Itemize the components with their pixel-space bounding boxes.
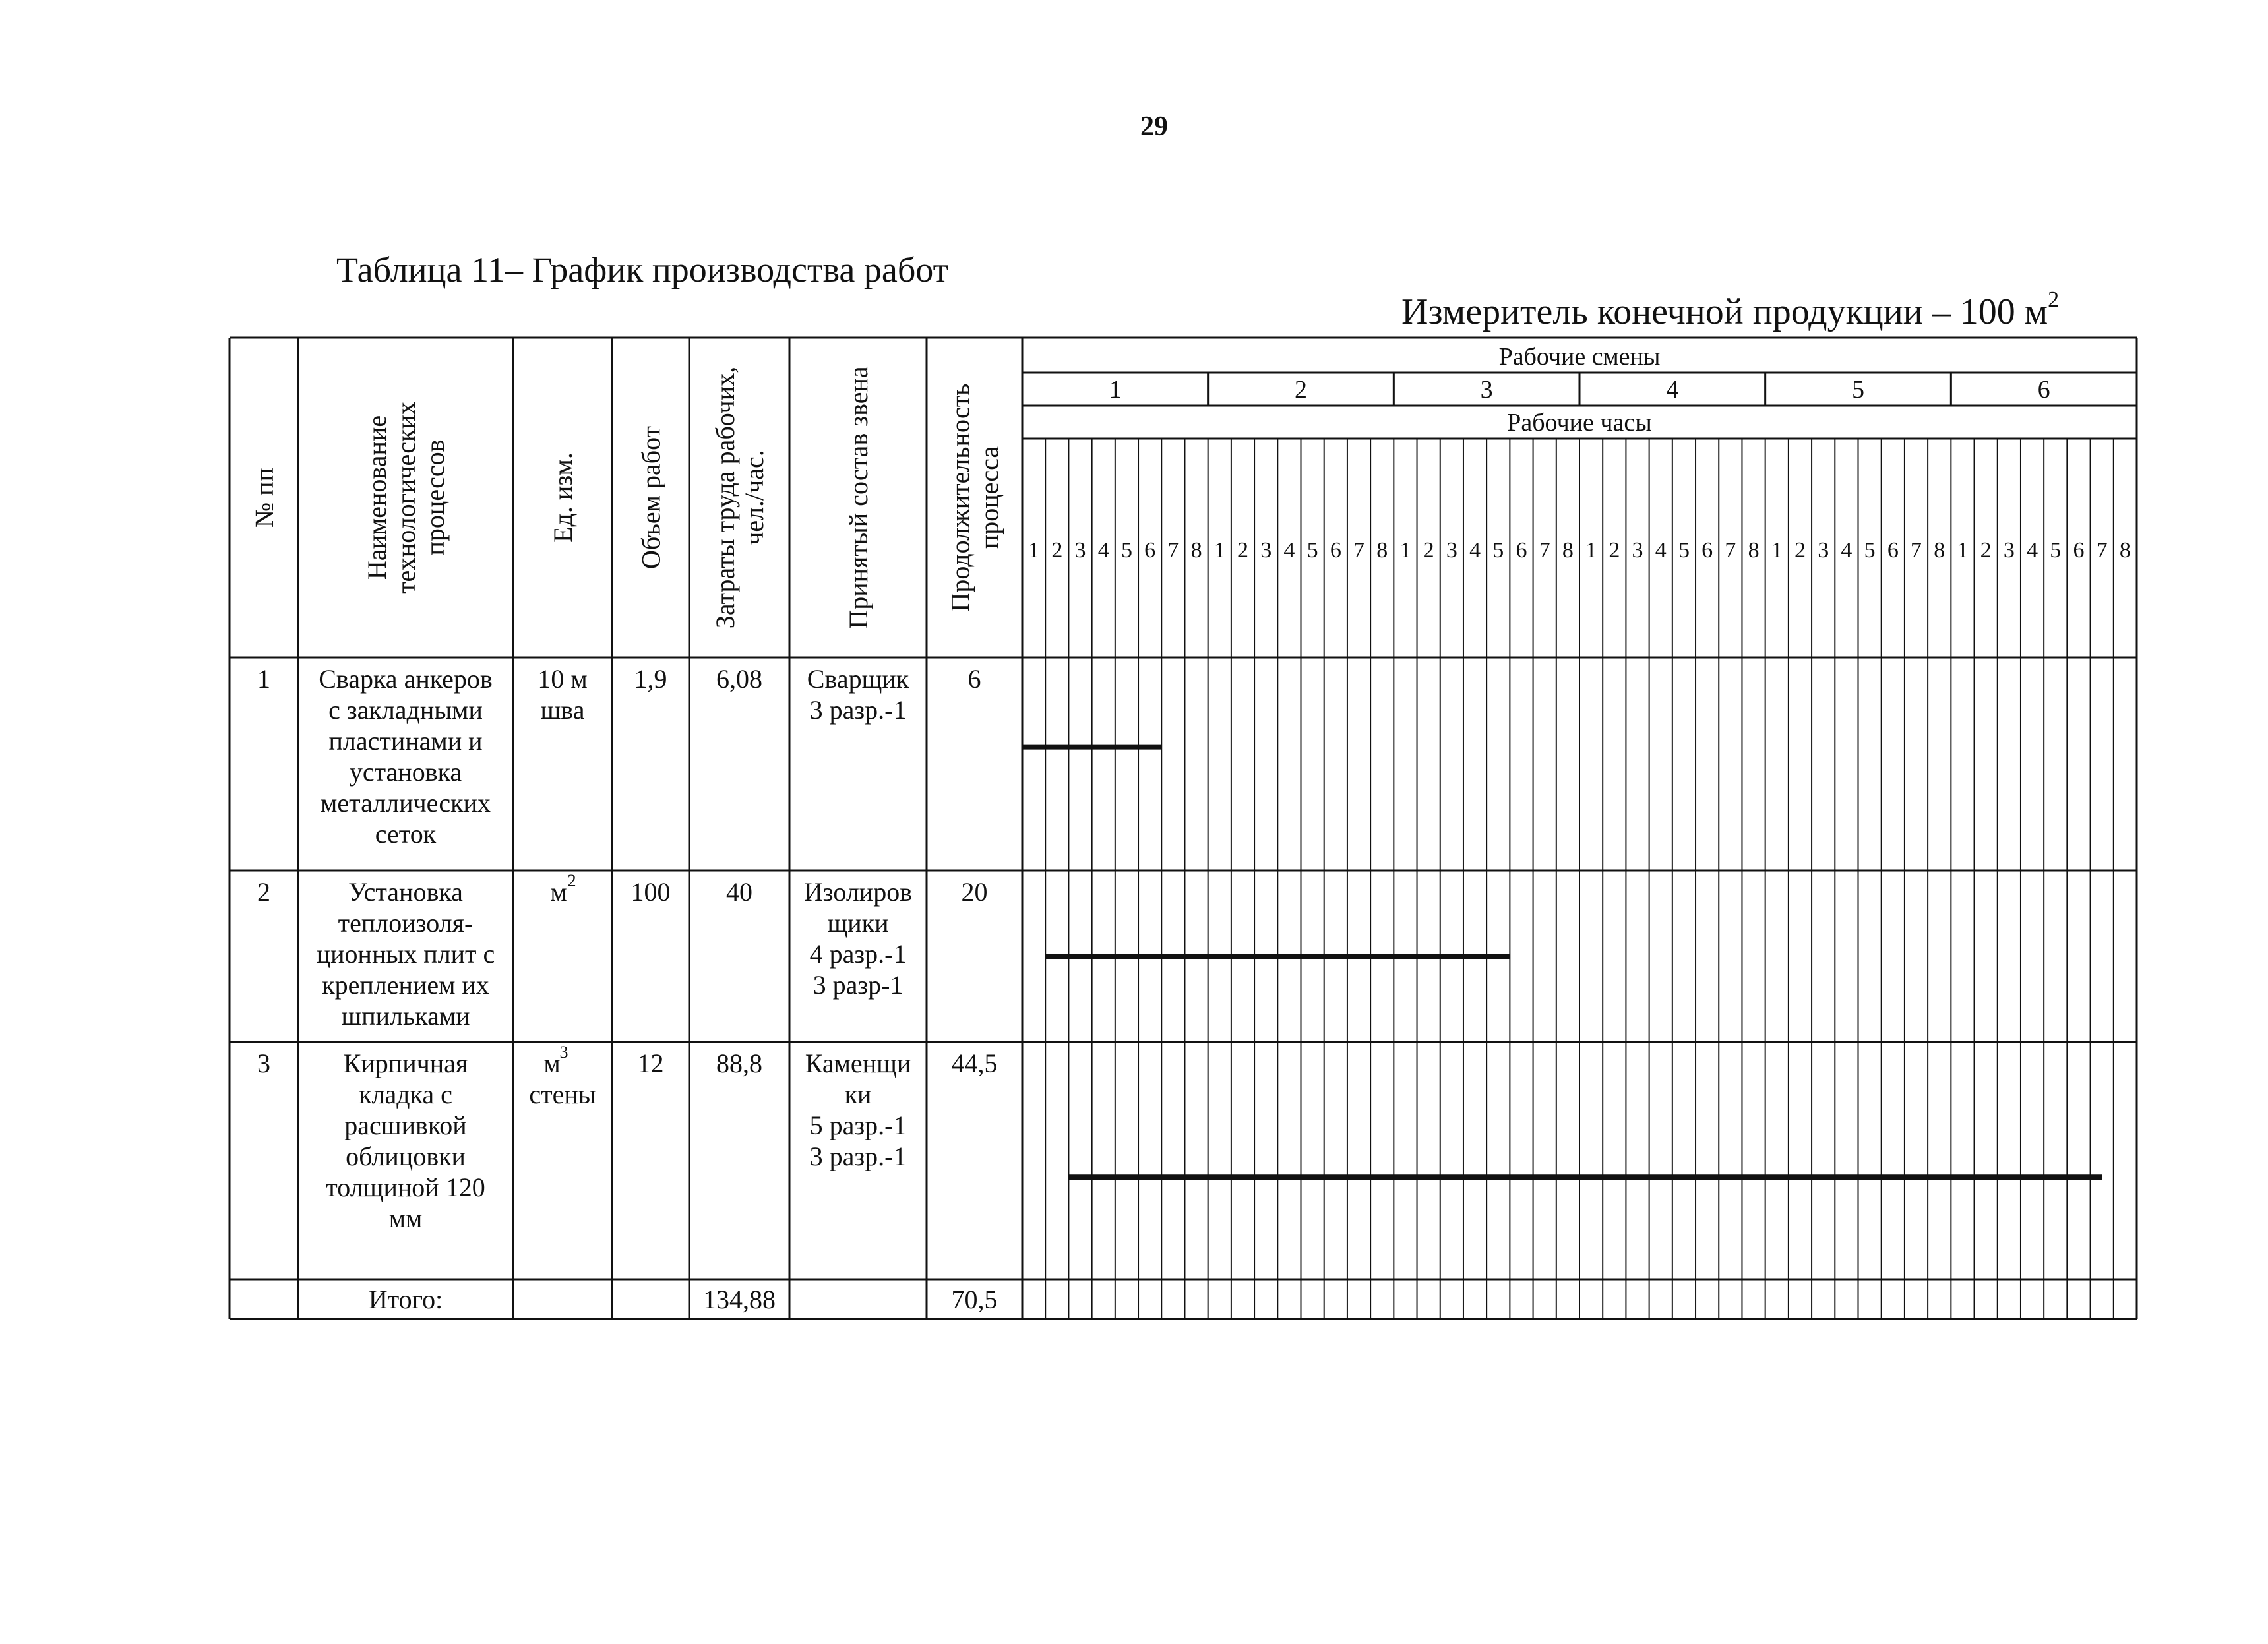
- header-shifts-title: Рабочие смены: [1498, 343, 1661, 371]
- header-unit: Ед. изм.: [548, 452, 578, 543]
- row-duration: 20: [961, 877, 988, 907]
- header-hour-label: 2: [1051, 538, 1063, 563]
- header-crew: Принятый состав звена: [843, 366, 873, 629]
- header-hour-label: 4: [1283, 538, 1295, 563]
- header-shift-number: 4: [1666, 376, 1679, 404]
- header-hour-label: 8: [1376, 538, 1388, 563]
- header-duration: Продолжительность: [945, 383, 975, 612]
- header-hour-label: 6: [2073, 538, 2085, 563]
- header-hour-label: 5: [2050, 538, 2062, 563]
- header-hour-label: 5: [1864, 538, 1876, 563]
- header-hour-label: 1: [1771, 538, 1783, 563]
- unit-note-text: Измеритель конечной продукции – 100 м: [1401, 291, 2048, 332]
- header-hour-label: 8: [1934, 538, 1946, 563]
- row-volume: 1,9: [634, 664, 667, 694]
- row-unit-sup: 3: [559, 1043, 568, 1062]
- header-shift-number: 5: [1852, 376, 1864, 404]
- row-labor: 40: [726, 877, 752, 907]
- row-name: ционных плит с: [316, 939, 495, 969]
- row-crew: Каменщи: [805, 1049, 911, 1078]
- unit-note-sup: 2: [2048, 288, 2060, 312]
- header-hour-label: 7: [1911, 538, 1922, 563]
- row-labor: 6,08: [716, 664, 762, 694]
- row-duration: 44,5: [951, 1049, 998, 1078]
- row-name: сеток: [375, 819, 437, 849]
- header-hour-label: 2: [1423, 538, 1434, 563]
- total-duration: 70,5: [951, 1285, 998, 1314]
- row-crew: 3 разр.-1: [809, 1142, 907, 1171]
- header-hour-label: 3: [2003, 538, 2015, 563]
- row-name: с закладными: [328, 695, 483, 725]
- table-title: Таблица 11– График производства работ: [336, 250, 949, 289]
- header-hour-label: 6: [1144, 538, 1156, 563]
- header-shift-number: 2: [1295, 376, 1307, 404]
- header-name: Наименование: [362, 415, 392, 580]
- row-name: Установка: [348, 877, 463, 907]
- row-name: облицовки: [346, 1142, 466, 1171]
- row-unit: стены: [529, 1080, 596, 1109]
- header-hour-label: 4: [1841, 538, 1853, 563]
- header-hour-label: 5: [1492, 538, 1504, 563]
- row-unit: м: [543, 1049, 561, 1078]
- header-hour-label: 1: [1213, 538, 1225, 563]
- header-hour-label: 2: [1980, 538, 1992, 563]
- row-name: кладка с: [359, 1080, 452, 1109]
- header-hour-label: 6: [1701, 538, 1713, 563]
- header-hour-label: 7: [1725, 538, 1736, 563]
- header-hour-label: 4: [1655, 538, 1667, 563]
- row-unit: шва: [540, 695, 585, 725]
- row-name: Кирпичная: [343, 1049, 468, 1078]
- header-hour-label: 3: [1818, 538, 1829, 563]
- header-shift-number: 3: [1480, 376, 1493, 404]
- row-name: расшивкой: [344, 1111, 467, 1140]
- header-hour-label: 2: [1237, 538, 1248, 563]
- row-name: Сварка анкеров: [319, 664, 493, 694]
- header-hour-label: 7: [1353, 538, 1365, 563]
- header-hour-label: 3: [1074, 538, 1086, 563]
- header-hour-label: 8: [1748, 538, 1760, 563]
- header-name: технологических: [391, 402, 421, 594]
- row-volume: 12: [637, 1049, 664, 1078]
- header-hour-label: 1: [1957, 538, 1969, 563]
- row-crew: 5 разр.-1: [809, 1111, 907, 1140]
- total-labor: 134,88: [703, 1285, 776, 1314]
- header-hour-label: 8: [2119, 538, 2131, 563]
- header-hour-label: 7: [2096, 538, 2108, 563]
- header-hour-label: 2: [1609, 538, 1620, 563]
- row-crew: 3 разр-1: [812, 970, 904, 1000]
- header-hour-label: 1: [1399, 538, 1411, 563]
- row-name: металлических: [321, 788, 491, 818]
- header-labor: чел./час.: [739, 450, 769, 545]
- header-labor: Затраты труда рабочих,: [710, 366, 740, 629]
- row-crew: 4 разр.-1: [809, 939, 907, 969]
- header-hour-label: 6: [1330, 538, 1341, 563]
- header-hour-label: 3: [1632, 538, 1643, 563]
- row-name: толщиной 120: [326, 1172, 485, 1202]
- header-num: № пп: [249, 468, 279, 528]
- header-hour-label: 2: [1794, 538, 1806, 563]
- row-num: 3: [257, 1049, 270, 1078]
- header-hour-label: 7: [1167, 538, 1179, 563]
- header-hour-label: 4: [2027, 538, 2038, 563]
- row-crew: ки: [844, 1080, 872, 1109]
- row-crew: щики: [827, 908, 889, 938]
- header-duration: процесса: [974, 446, 1004, 549]
- row-name: шпильками: [341, 1001, 470, 1031]
- header-hour-label: 5: [1120, 538, 1132, 563]
- header-shift-number: 6: [2037, 376, 2050, 404]
- header-hour-label: 4: [1469, 538, 1481, 563]
- header-hour-label: 6: [1516, 538, 1527, 563]
- row-unit-sup: 2: [567, 871, 576, 890]
- header-name: процессов: [420, 439, 450, 556]
- header-hour-label: 4: [1097, 538, 1109, 563]
- row-unit: 10 м: [537, 664, 588, 694]
- header-hour-label: 1: [1028, 538, 1040, 563]
- row-name: установка: [349, 757, 462, 787]
- row-crew: Изолиров: [803, 877, 913, 907]
- header-hour-label: 8: [1190, 538, 1202, 563]
- row-name: мм: [388, 1203, 423, 1233]
- row-labor: 88,8: [716, 1049, 762, 1078]
- table-grid: [230, 338, 2137, 1319]
- header-hour-label: 5: [1678, 538, 1690, 563]
- header-volume: Объем работ: [636, 425, 666, 570]
- header-hour-label: 6: [1887, 538, 1899, 563]
- header-hour-label: 7: [1539, 538, 1550, 563]
- header-hour-label: 3: [1260, 538, 1272, 563]
- table-text: [249, 343, 2131, 1314]
- row-num: 1: [257, 664, 270, 694]
- header-hours-title: Рабочие часы: [1507, 409, 1652, 437]
- total-label: Итого:: [368, 1285, 443, 1314]
- row-unit: м: [550, 877, 567, 907]
- row-crew: Сварщик: [807, 664, 909, 694]
- header-hour-label: 1: [1585, 538, 1597, 563]
- header-hour-label: 3: [1446, 538, 1457, 563]
- row-duration: 6: [967, 664, 981, 694]
- row-num: 2: [257, 877, 270, 907]
- row-crew: 3 разр.-1: [809, 695, 907, 725]
- row-name: пластинами и: [328, 726, 483, 756]
- row-name: креплением их: [322, 970, 489, 1000]
- row-volume: 100: [630, 877, 671, 907]
- page-number: 29: [1140, 111, 1168, 142]
- header-hour-label: 5: [1306, 538, 1318, 563]
- row-name: теплоизоля-: [338, 908, 474, 938]
- header-hour-label: 8: [1562, 538, 1574, 563]
- header-shift-number: 1: [1109, 376, 1122, 404]
